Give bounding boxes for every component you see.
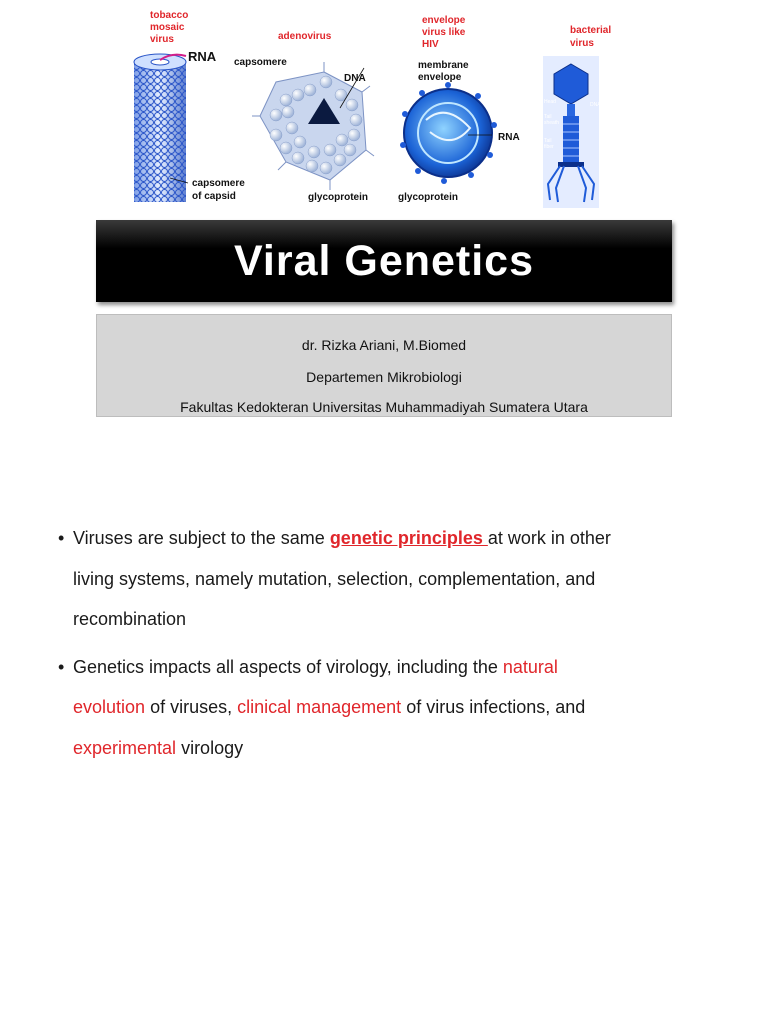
bacteriophage-illustration xyxy=(543,56,601,208)
department-name: Departemen Mikrobiologi xyxy=(306,369,462,385)
svg-text:Tail: Tail xyxy=(544,114,552,120)
bullet-item: • Genetics impacts all aspects of virology, including the natural evolution of viruses, clinical management of virus infections, and experimental virology xyxy=(58,647,698,769)
label-capsomere: capsomere xyxy=(234,57,287,68)
label-glycoprotein-adeno: glycoprotein xyxy=(308,192,369,203)
tobacco-mosaic-virus xyxy=(134,54,188,202)
bullet-item: • Viruses are subject to the same genetic principles at work in other living systems, namely mutation, selection, complementation, and recombination xyxy=(58,518,698,640)
slide-title: Viral Genetics xyxy=(233,236,535,285)
label-capsomere-capsid: capsomere of capsid xyxy=(192,178,245,202)
highlight-experimental: experimental xyxy=(73,737,177,758)
svg-text:fiber: fiber xyxy=(544,144,554,150)
svg-text:sheath: sheath xyxy=(544,120,560,126)
virus-types-figure xyxy=(126,0,626,212)
highlight-evolution: evolution xyxy=(73,697,146,717)
label-membrane: membrane envelope xyxy=(418,60,469,83)
svg-text:Tail: Tail xyxy=(544,138,552,144)
faculty-name: Fakultas Kedokteran Universitas Muhammadiyah Sumatera Utara xyxy=(180,399,588,415)
label-rna-hiv: RNA xyxy=(498,132,520,143)
highlight-natural: natural xyxy=(502,656,558,677)
label-tobacco: tobacco mosaic virus xyxy=(150,10,189,45)
label-dna: DNA xyxy=(344,73,366,84)
svg-text:Head: Head xyxy=(544,99,556,105)
hiv-illustration xyxy=(400,82,497,184)
author-name: dr. Rizka Ariani, M.Biomed xyxy=(301,337,467,353)
subtitle-box xyxy=(96,314,672,417)
label-rna-tmv: RNA xyxy=(188,49,217,64)
svg-text:DNA: DNA xyxy=(590,102,601,108)
label-bacterial-virus: bacterial virus xyxy=(570,25,612,49)
label-hiv: envelope virus like HIV xyxy=(422,15,466,50)
highlight-genetic-principles: genetic principles xyxy=(329,528,488,548)
label-adenovirus: adenovirus xyxy=(278,31,332,42)
highlight-clinical-management: clinical management xyxy=(237,697,402,717)
title-banner xyxy=(96,220,672,302)
label-glycoprotein-hiv: glycoprotein xyxy=(398,192,459,203)
bullet-list xyxy=(58,518,698,768)
